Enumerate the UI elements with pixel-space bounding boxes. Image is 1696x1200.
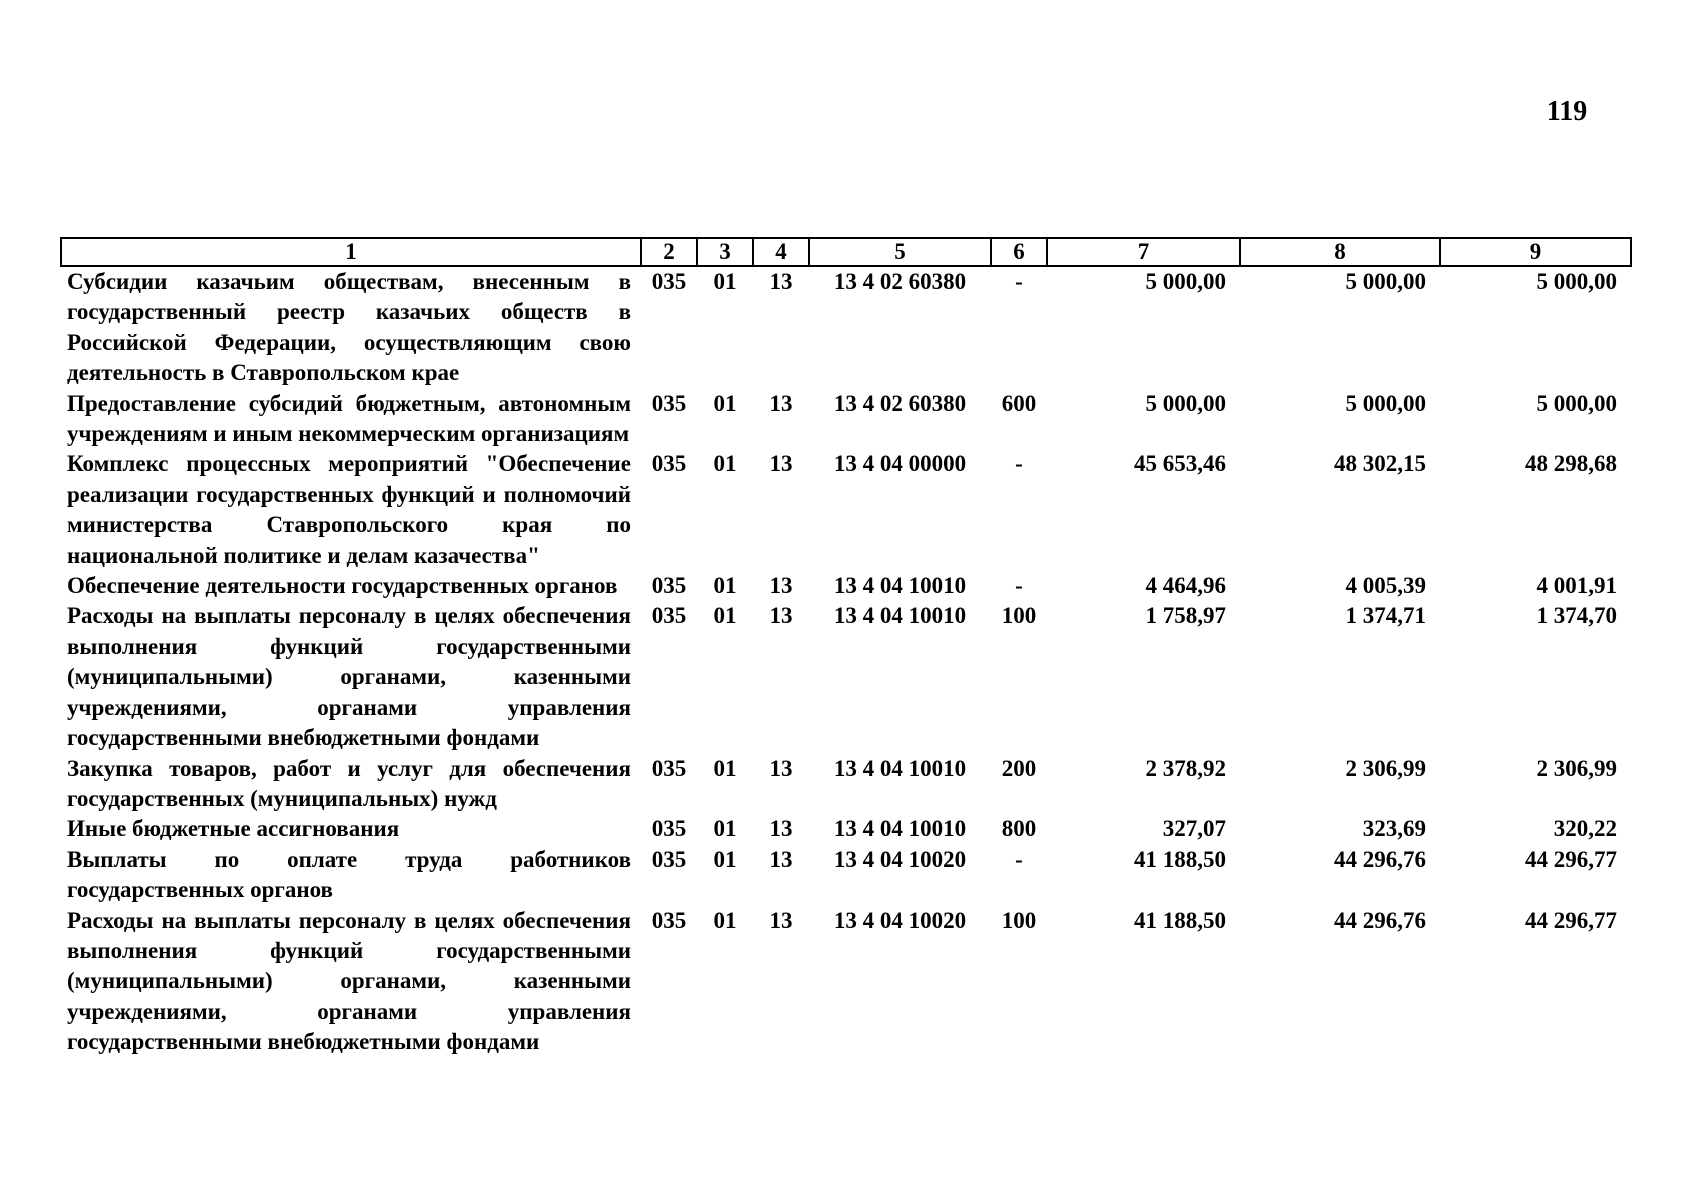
section-code-cell: 01 — [713, 755, 737, 781]
amount-cell: 5 000,00 — [1145, 269, 1226, 294]
column-header: 7 — [1047, 238, 1240, 266]
amount-cell: 48 298,68 — [1525, 451, 1617, 477]
amount-cell: 5 000,00 — [1536, 269, 1617, 294]
subsection-code-cell: 13 — [769, 846, 793, 872]
amount-cell: 44 296,76 — [1334, 907, 1426, 933]
subsection-code-cell: 13 — [769, 573, 793, 599]
expense-name-cell: Иные бюджетные ассигнования — [67, 816, 400, 842]
ministry-code-cell: 035 — [651, 573, 687, 599]
amount-cell: 41 188,50 — [1134, 846, 1226, 872]
amount-cell: 5 000,00 — [1345, 390, 1426, 416]
amount-cell: 48 302,15 — [1334, 451, 1426, 477]
expense-name-cell: Расходы на выплаты персоналу в целях обеспечения выполнения функций государственными (муниципальными) органами, казенными учреждениями, органами управления государственными внебюджетными фондами — [67, 907, 631, 1055]
expense-name-cell: Закупка товаров, работ и услуг для обеспечения государственных (муниципальных) нужд — [67, 755, 631, 811]
subsection-code-cell: 13 — [769, 451, 793, 477]
table-row — [61, 845, 1631, 906]
target-article-cell: 13 4 04 10020 — [833, 907, 967, 933]
expense-type-cell: 200 — [1001, 755, 1037, 781]
subsection-code-cell: 13 — [769, 390, 793, 416]
expense-type-cell: 100 — [1001, 603, 1037, 629]
amount-cell: 1 374,71 — [1345, 603, 1426, 629]
expense-name-cell: Выплаты по оплате труда работников государственных органов — [67, 846, 631, 903]
amount-cell: 44 296,77 — [1525, 907, 1617, 933]
amount-cell: 44 296,77 — [1525, 846, 1617, 872]
target-article-cell: 13 4 04 00000 — [833, 451, 967, 477]
table-row — [61, 266, 1631, 389]
target-article-cell: 13 4 04 10010 — [833, 816, 967, 842]
column-header: 1 — [61, 238, 641, 266]
section-code-cell: 01 — [713, 269, 737, 294]
expense-type-cell: - — [1015, 269, 1023, 294]
amount-cell: 41 188,50 — [1134, 907, 1226, 933]
target-article-cell: 13 4 04 10020 — [833, 846, 967, 872]
table-row — [61, 601, 1631, 753]
section-code-cell: 01 — [713, 573, 737, 599]
subsection-code-cell: 13 — [769, 603, 793, 629]
column-header: 8 — [1240, 238, 1440, 266]
column-header: 5 — [809, 238, 991, 266]
amount-cell: 2 378,92 — [1145, 755, 1226, 781]
expense-type-cell: - — [1015, 451, 1023, 477]
table-row — [61, 814, 1631, 844]
ministry-code-cell: 035 — [651, 846, 687, 872]
expense-type-cell: - — [1015, 573, 1023, 599]
column-header: 2 — [641, 238, 697, 266]
subsection-code-cell: 13 — [769, 755, 793, 781]
amount-cell: 5 000,00 — [1145, 390, 1226, 416]
amount-cell: 4 464,96 — [1145, 573, 1226, 599]
expense-type-cell: 600 — [1001, 390, 1037, 416]
ministry-code-cell: 035 — [651, 755, 687, 781]
amount-cell: 323,69 — [1362, 816, 1426, 842]
section-code-cell: 01 — [713, 451, 737, 477]
expense-name-cell: Комплекс процессных мероприятий "Обеспечение реализации государственных функций и полномочий министерства Ставропольского края по национальной политике и делам казачества" — [67, 451, 631, 568]
column-header: 4 — [753, 238, 809, 266]
column-header: 9 — [1440, 238, 1631, 266]
target-article-cell: 13 4 04 10010 — [833, 755, 967, 781]
section-code-cell: 01 — [713, 846, 737, 872]
column-number-row — [61, 238, 1631, 266]
ministry-code-cell: 035 — [651, 451, 687, 477]
expense-name-cell: Расходы на выплаты персоналу в целях обеспечения выполнения функций государственными (муниципальными) органами, казенными учреждениями, органами управления государственными внебюджетными фондами — [67, 603, 631, 751]
section-code-cell: 01 — [713, 816, 737, 842]
ministry-code-cell: 035 — [651, 390, 687, 416]
amount-cell: 4 005,39 — [1345, 573, 1426, 599]
amount-cell: 5 000,00 — [1536, 390, 1617, 416]
amount-cell: 327,07 — [1162, 816, 1226, 842]
section-code-cell: 01 — [713, 390, 737, 416]
table-row — [61, 449, 1631, 571]
expense-type-cell: - — [1015, 846, 1023, 872]
amount-cell: 44 296,76 — [1334, 846, 1426, 872]
amount-cell: 5 000,00 — [1345, 269, 1426, 294]
target-article-cell: 13 4 04 10010 — [833, 573, 967, 599]
ministry-code-cell: 035 — [651, 269, 687, 294]
subsection-code-cell: 13 — [769, 269, 793, 294]
amount-cell: 2 306,99 — [1345, 755, 1426, 781]
table-row — [61, 906, 1631, 1058]
target-article-cell: 13 4 02 60380 — [833, 269, 967, 294]
expense-name-cell: Субсидии казачьим обществам, внесенным в государственный реестр казачьих обществ в Российской Федерации, осуществляющим свою деятельность в Ставропольском крае — [67, 269, 631, 386]
target-article-cell: 13 4 04 10010 — [833, 603, 967, 629]
amount-cell: 4 001,91 — [1536, 573, 1617, 599]
amount-cell: 1 758,97 — [1145, 603, 1226, 629]
expense-name-cell: Предоставление субсидий бюджетным, автономным учреждениям и иным некоммерческим организациям — [67, 390, 631, 447]
section-code-cell: 01 — [713, 603, 737, 629]
column-header: 3 — [697, 238, 753, 266]
table-row — [61, 754, 1631, 815]
amount-cell: 45 653,46 — [1134, 451, 1226, 477]
ministry-code-cell: 035 — [651, 907, 687, 933]
subsection-code-cell: 13 — [769, 816, 793, 842]
expense-type-cell: 100 — [1001, 907, 1037, 933]
ministry-code-cell: 035 — [651, 816, 687, 842]
page-number: 119 — [1546, 96, 1588, 127]
section-code-cell: 01 — [713, 907, 737, 933]
amount-cell: 2 306,99 — [1536, 755, 1617, 781]
column-header: 6 — [991, 238, 1047, 266]
table-row — [61, 389, 1631, 450]
expense-name-cell: Обеспечение деятельности государственных органов — [67, 573, 618, 599]
budget-table — [60, 237, 1632, 1058]
target-article-cell: 13 4 02 60380 — [833, 390, 967, 416]
expense-type-cell: 800 — [1001, 816, 1037, 842]
amount-cell: 1 374,70 — [1536, 603, 1617, 629]
table-row — [61, 571, 1631, 601]
subsection-code-cell: 13 — [769, 907, 793, 933]
ministry-code-cell: 035 — [651, 603, 687, 629]
amount-cell: 320,22 — [1553, 816, 1617, 842]
